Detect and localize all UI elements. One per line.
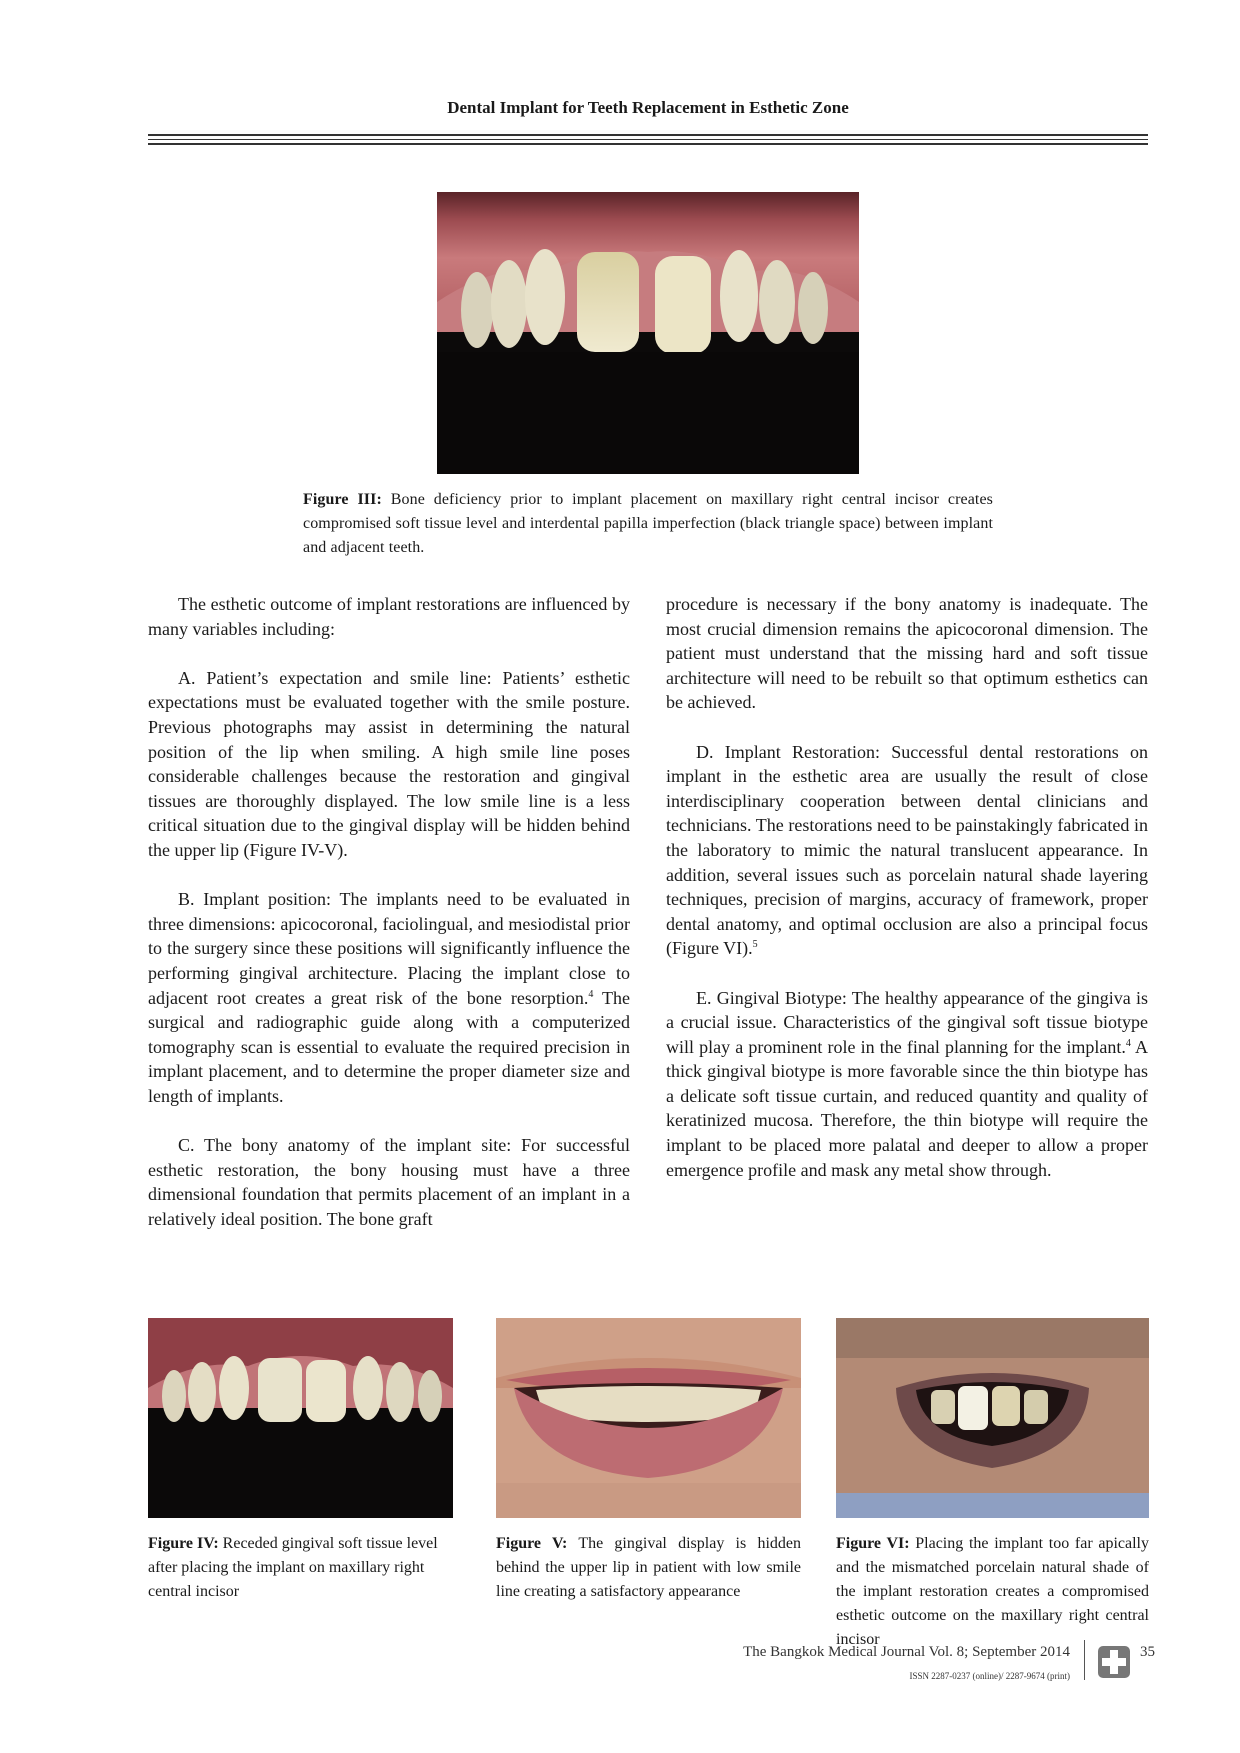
caption-label: Figure VI: bbox=[836, 1535, 910, 1552]
caption-text: Receded gingival soft tissue level after placing the implant on maxillary right central incisor bbox=[148, 1535, 438, 1600]
paragraph-text: The surgical and radiographic guide along with a computerized tomography scan is essential to evaluate the required precision in implant placement, and to determine the proper diameter size and length of implants. bbox=[148, 987, 630, 1106]
paragraph: procedure is necessary if the bony anatomy is inadequate. The most crucial dimension remains the apicocoronal dimension. The patient must understand that the missing hard and soft tissue architecture will need to be rebuilt so that optimum esthetics can be achieved. bbox=[666, 594, 1148, 713]
caption-label: Figure IV: bbox=[148, 1535, 219, 1552]
caption-label: Figure V: bbox=[496, 1535, 568, 1552]
header-rule bbox=[148, 143, 1148, 145]
caption-text: Placing the implant too far apically and the mismatched porcelain natural shade of the implant restoration creates a compromised esthetic outcome on the maxillary right central incisor bbox=[836, 1535, 1150, 1648]
running-head: Dental Implant for Teeth Replacement in Esthetic Zone bbox=[447, 98, 849, 117]
paragraph-text: E. Gingival Biotype: The healthy appearance of the gingiva is a crucial issue. Characteristics of the gingival soft tissue biotype will play a prominent role in the final planning for the implant. bbox=[666, 987, 1148, 1057]
issn-line: ISSN 2287-0237 (online)/ 2287-9674 (print) bbox=[909, 1671, 1070, 1681]
figure-5-caption bbox=[496, 1532, 801, 1604]
figure-5-photo bbox=[496, 1318, 801, 1518]
caption-text: Bone deficiency prior to implant placement on maxillary right central incisor creates compromised soft tissue level and interdental papilla imperfection (black triangle space) between implant and adjacent teeth. bbox=[303, 491, 993, 556]
paragraph: The esthetic outcome of implant restorations are influenced by many variables including: bbox=[148, 594, 630, 639]
paragraph-text: D. Implant Restoration: Successful dental restorations on implant in the esthetic area are usually the result of close interdisciplinary cooperation between dental clinicians and technicians. The restorations need to be painstakingly fabricated in the laboratory to mimic the natural translucent appearance. In addition, several issues such as porcelain natural shade layering techniques, precision of margins, accuracy of framework, proper dental anatomy, and optimal occlusion are also a principal focus (Figure VI). bbox=[666, 741, 1148, 959]
paragraph-text: B. Implant position: The implants need to be evaluated in three dimensions: apicocoronal, faciolingual, and mesiodistal prior to the surgery since these positions will significantly influence the performing gingival architecture. Placing the implant close to adjacent root creates a great risk of the bone resorption. bbox=[148, 889, 630, 1008]
header-rule bbox=[148, 134, 1148, 136]
reference-marker: 4 bbox=[1125, 1037, 1131, 1049]
reference-marker: 5 bbox=[752, 939, 758, 951]
journal-logo-icon bbox=[1096, 1644, 1132, 1680]
header-rule bbox=[148, 139, 1148, 140]
footer-divider bbox=[1084, 1640, 1085, 1680]
figure-3-photo bbox=[437, 192, 859, 474]
page-number: 35 bbox=[1140, 1644, 1155, 1660]
journal-citation: The Bangkok Medical Journal Vol. 8; September 2014 bbox=[743, 1644, 1070, 1660]
caption-text: The gingival display is hidden behind the upper lip in patient with low smile line creating a satisfactory appearance bbox=[496, 1535, 801, 1600]
paragraph: A. Patient’s expectation and smile line: Patients’ esthetic expectations must be evaluated together with the smile posture. Previous photographs may assist in determining the natural position of the lip when smiling. A high smile line poses considerable challenges because the restoration and gingival tissues are thoroughly displayed. The low smile line is a less critical situation due to the gingival display will be hidden behind the upper lip (Figure IV-V). bbox=[148, 667, 630, 860]
reference-marker: 4 bbox=[588, 988, 594, 1000]
figure-6-photo bbox=[836, 1318, 1149, 1518]
paragraph bbox=[666, 740, 1148, 961]
figure-4-photo bbox=[148, 1318, 453, 1518]
paragraph bbox=[666, 986, 1148, 1183]
paragraph bbox=[148, 887, 630, 1108]
body-column-left bbox=[148, 592, 630, 1256]
figure-4-caption bbox=[148, 1532, 455, 1604]
paragraph: C. The bony anatomy of the implant site: For successful esthetic restoration, the bony housing must have a three dimensional foundation that permits placement of an implant in a relatively ideal position. The bone graft bbox=[148, 1135, 630, 1229]
caption-label: Figure III: bbox=[303, 491, 382, 508]
figure-6-caption bbox=[836, 1532, 1149, 1652]
body-column-right bbox=[666, 592, 1148, 1207]
figure-3-caption bbox=[303, 488, 993, 560]
paragraph-text: A thick gingival biotype is more favorable since the thin biotype has a delicate soft tissue curtain, and reduced quantity and quality of keratinized mucosa. Therefore, the thin biotype will require the implant to be placed more palatal and deeper to allow a proper emergence profile and mask any metal show through. bbox=[666, 1036, 1148, 1180]
